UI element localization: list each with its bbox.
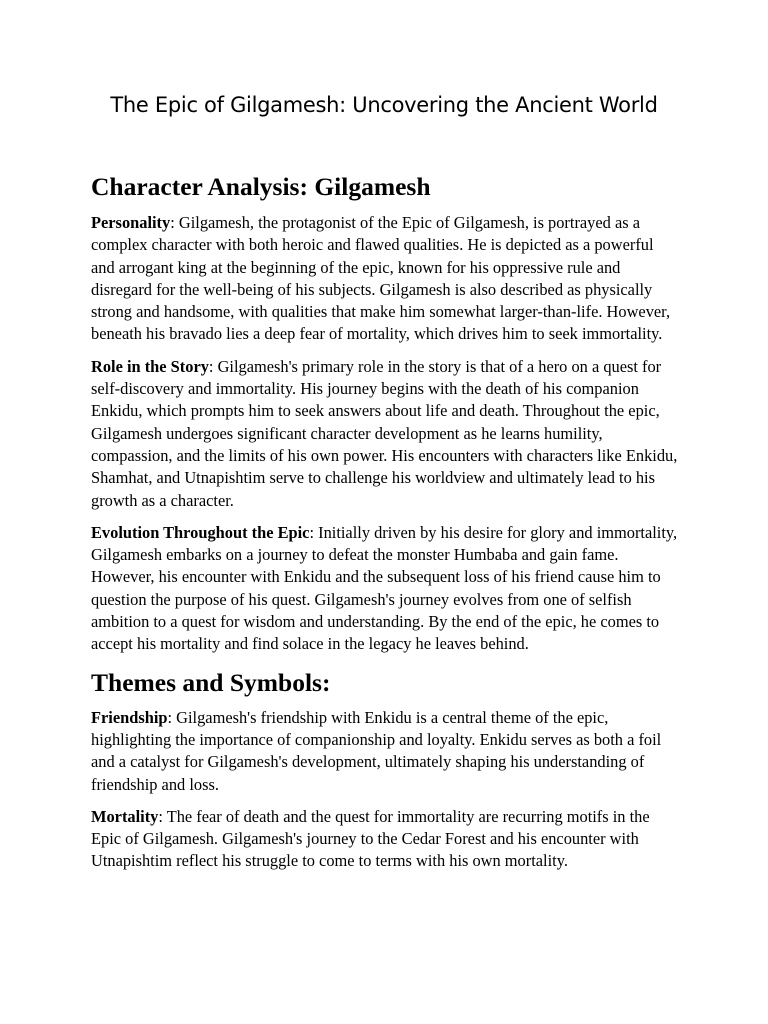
section-heading-themes-symbols: Themes and Symbols:	[91, 667, 331, 697]
paragraph-mortality	[91, 806, 681, 873]
paragraph-evolution	[91, 522, 681, 656]
paragraph-personality	[91, 212, 681, 346]
document-body	[91, 170, 681, 883]
paragraph-text: : Initially driven by his desire for glory and immortality, Gilgamesh embarks on a journey to defeat the monster Humbaba and gain fame. However, his encounter with Enkidu and the subsequent loss of his friend cause him to question the purpose of his quest. Gilgamesh's journey evolves from one of selfish ambition to a quest for wisdom and understanding. By the end of the epic, he comes to accept his mortality and find solace in the legacy he leaves behind.	[91, 522, 678, 654]
paragraph-role-in-story	[91, 356, 681, 512]
paragraph-term: Mortality	[91, 806, 159, 826]
paragraph-term: Personality	[91, 213, 171, 232]
paragraph-text: : Gilgamesh's primary role in the story is that of a hero on a quest for self-discovery and immortality. His journey begins with the death of his companion Enkidu, which prompts him to seek answers about life and death. Throughout the epic, Gilgamesh undergoes significant character development as he learns humility, compassion, and the limits of his own power. His encounters with characters like Enkidu, Shamhat, and Utnapishtim serve to challenge his worldview and ultimately lead to his growth as a character.	[91, 356, 678, 510]
paragraph-friendship	[91, 707, 681, 796]
paragraph-term: Evolution Throughout the Epic	[91, 522, 310, 542]
document-title: The Epic of Gilgamesh: Uncovering the Ancient World	[110, 93, 658, 117]
paragraph-term: Role in the Story	[91, 356, 209, 376]
paragraph-text: : Gilgamesh, the protagonist of the Epic of Gilgamesh, is portrayed as a complex character with both heroic and flawed qualities. He is depicted as a powerful and arrogant king at the beginning of the epic, known for his oppressive rule and disregard for the well-being of his subjects. Gilgamesh is also described as physically strong and handsome, with qualities that make him somewhat larger-than-life. However, beneath his bravado lies a deep fear of mortality, which drives him to seek immortality.	[91, 213, 671, 344]
section-heading-character-analysis: Character Analysis: Gilgamesh	[91, 172, 431, 201]
paragraph-text: : Gilgamesh's friendship with Enkidu is a central theme of the epic, highlighting the importance of companionship and loyalty. Enkidu serves as both a foil and a catalyst for Gilgamesh's development, ultimately shaping his understanding of friendship and loss.	[91, 707, 662, 794]
paragraph-text: : The fear of death and the quest for immortality are recurring motifs in the Epic of Gilgamesh. Gilgamesh's journey to the Cedar Forest and his encounter with Utnapishtim reflect his struggle to come to terms with his own mortality.	[91, 806, 650, 871]
paragraph-term: Friendship	[91, 707, 168, 727]
